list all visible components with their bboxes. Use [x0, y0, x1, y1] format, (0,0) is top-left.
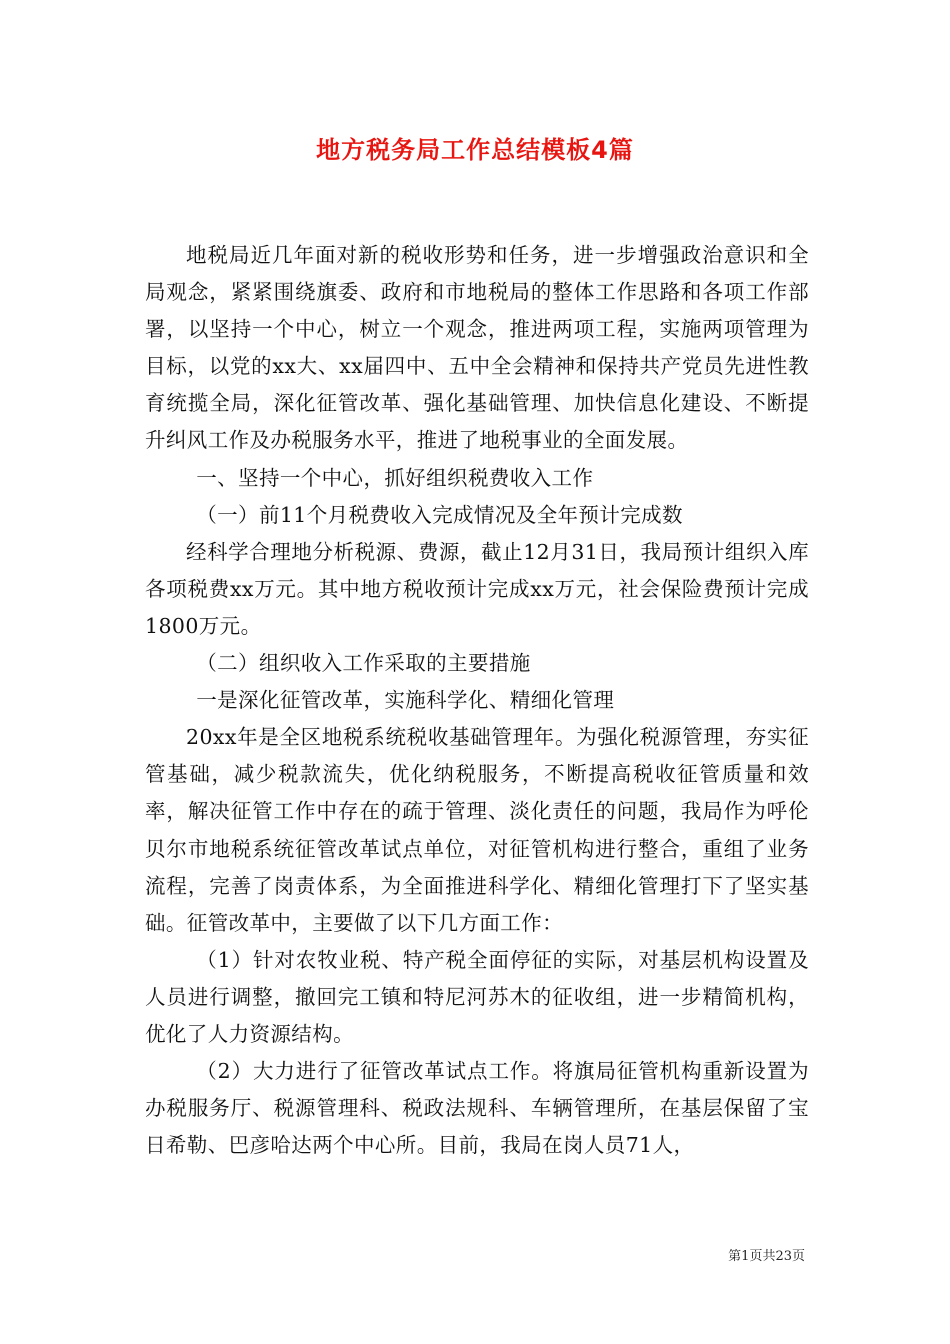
paragraph-reform: 20xx年是全区地税系统税收基础管理年。为强化税源管理，夯实征管基础，减少税款流失，优化纳税服务，不断提高税收征管质量和效率，解决征管工作中存在的疏于管理、淡化责任的问题，我局作为呼伦贝尔市地税系统征管改革试点单位，对征管机构进行整合，重组了业务流程，完善了岗责体系，为全面推进科学化、精细化管理打下了坚实基础。征管改革中，主要做了以下几方面工作：: [145, 725, 809, 935]
paragraph-item-1: （1）针对农牧业税、特产税全面停征的实际，对基层机构设置及人员进行调整，撤回完工镇和特尼河苏木的征收组，进一步精简机构，优化了人力资源结构。: [145, 947, 809, 1046]
document-body: [145, 237, 809, 1164]
paragraph-revenue: 经科学合理地分析税源、费源，截止12月31日，我局预计组织入库各项税费xx万元。其中地方税收预计完成xx万元，社会保险费预计完成1800万元。: [145, 539, 809, 638]
document-title: 地方税务局工作总结模板4篇: [316, 136, 634, 164]
paragraph-item-2: （2）大力进行了征管改革试点工作。将旗局征管机构重新设置为办税服务厅、税源管理科、税政法规科、车辆管理所，在基层保留了宝日希勒、巴彦哈达两个中心所。目前，我局在岗人员71人，: [145, 1059, 809, 1158]
section-heading-1: 一、坚持一个中心，抓好组织税费收入工作: [196, 465, 594, 490]
measure-heading-1: 一是深化征管改革，实施科学化、精细化管理: [196, 688, 615, 713]
paragraph-intro: 地税局近几年面对新的税收形势和任务，进一步增强政治意识和全局观念，紧紧围绕旗委、政府和市地税局的整体工作思路和各项工作部署，以坚持一个中心，树立一个观念，推进两项工程，实施两项管理为目标，以党的xx大、xx届四中、五中全会精神和保持共产党员先进性教育统揽全局，深化征管改革、强化基础管理、加快信息化建设、不断提升纠风工作及办税服务水平，推进了地税事业的全面发展。: [145, 243, 809, 453]
subsection-heading-2: （二）组织收入工作采取的主要措施: [196, 651, 531, 676]
subsection-heading-1: （一）前11个月税费收入完成情况及全年预计完成数: [196, 502, 683, 527]
page-number: 第1页共23页: [728, 1249, 805, 1264]
